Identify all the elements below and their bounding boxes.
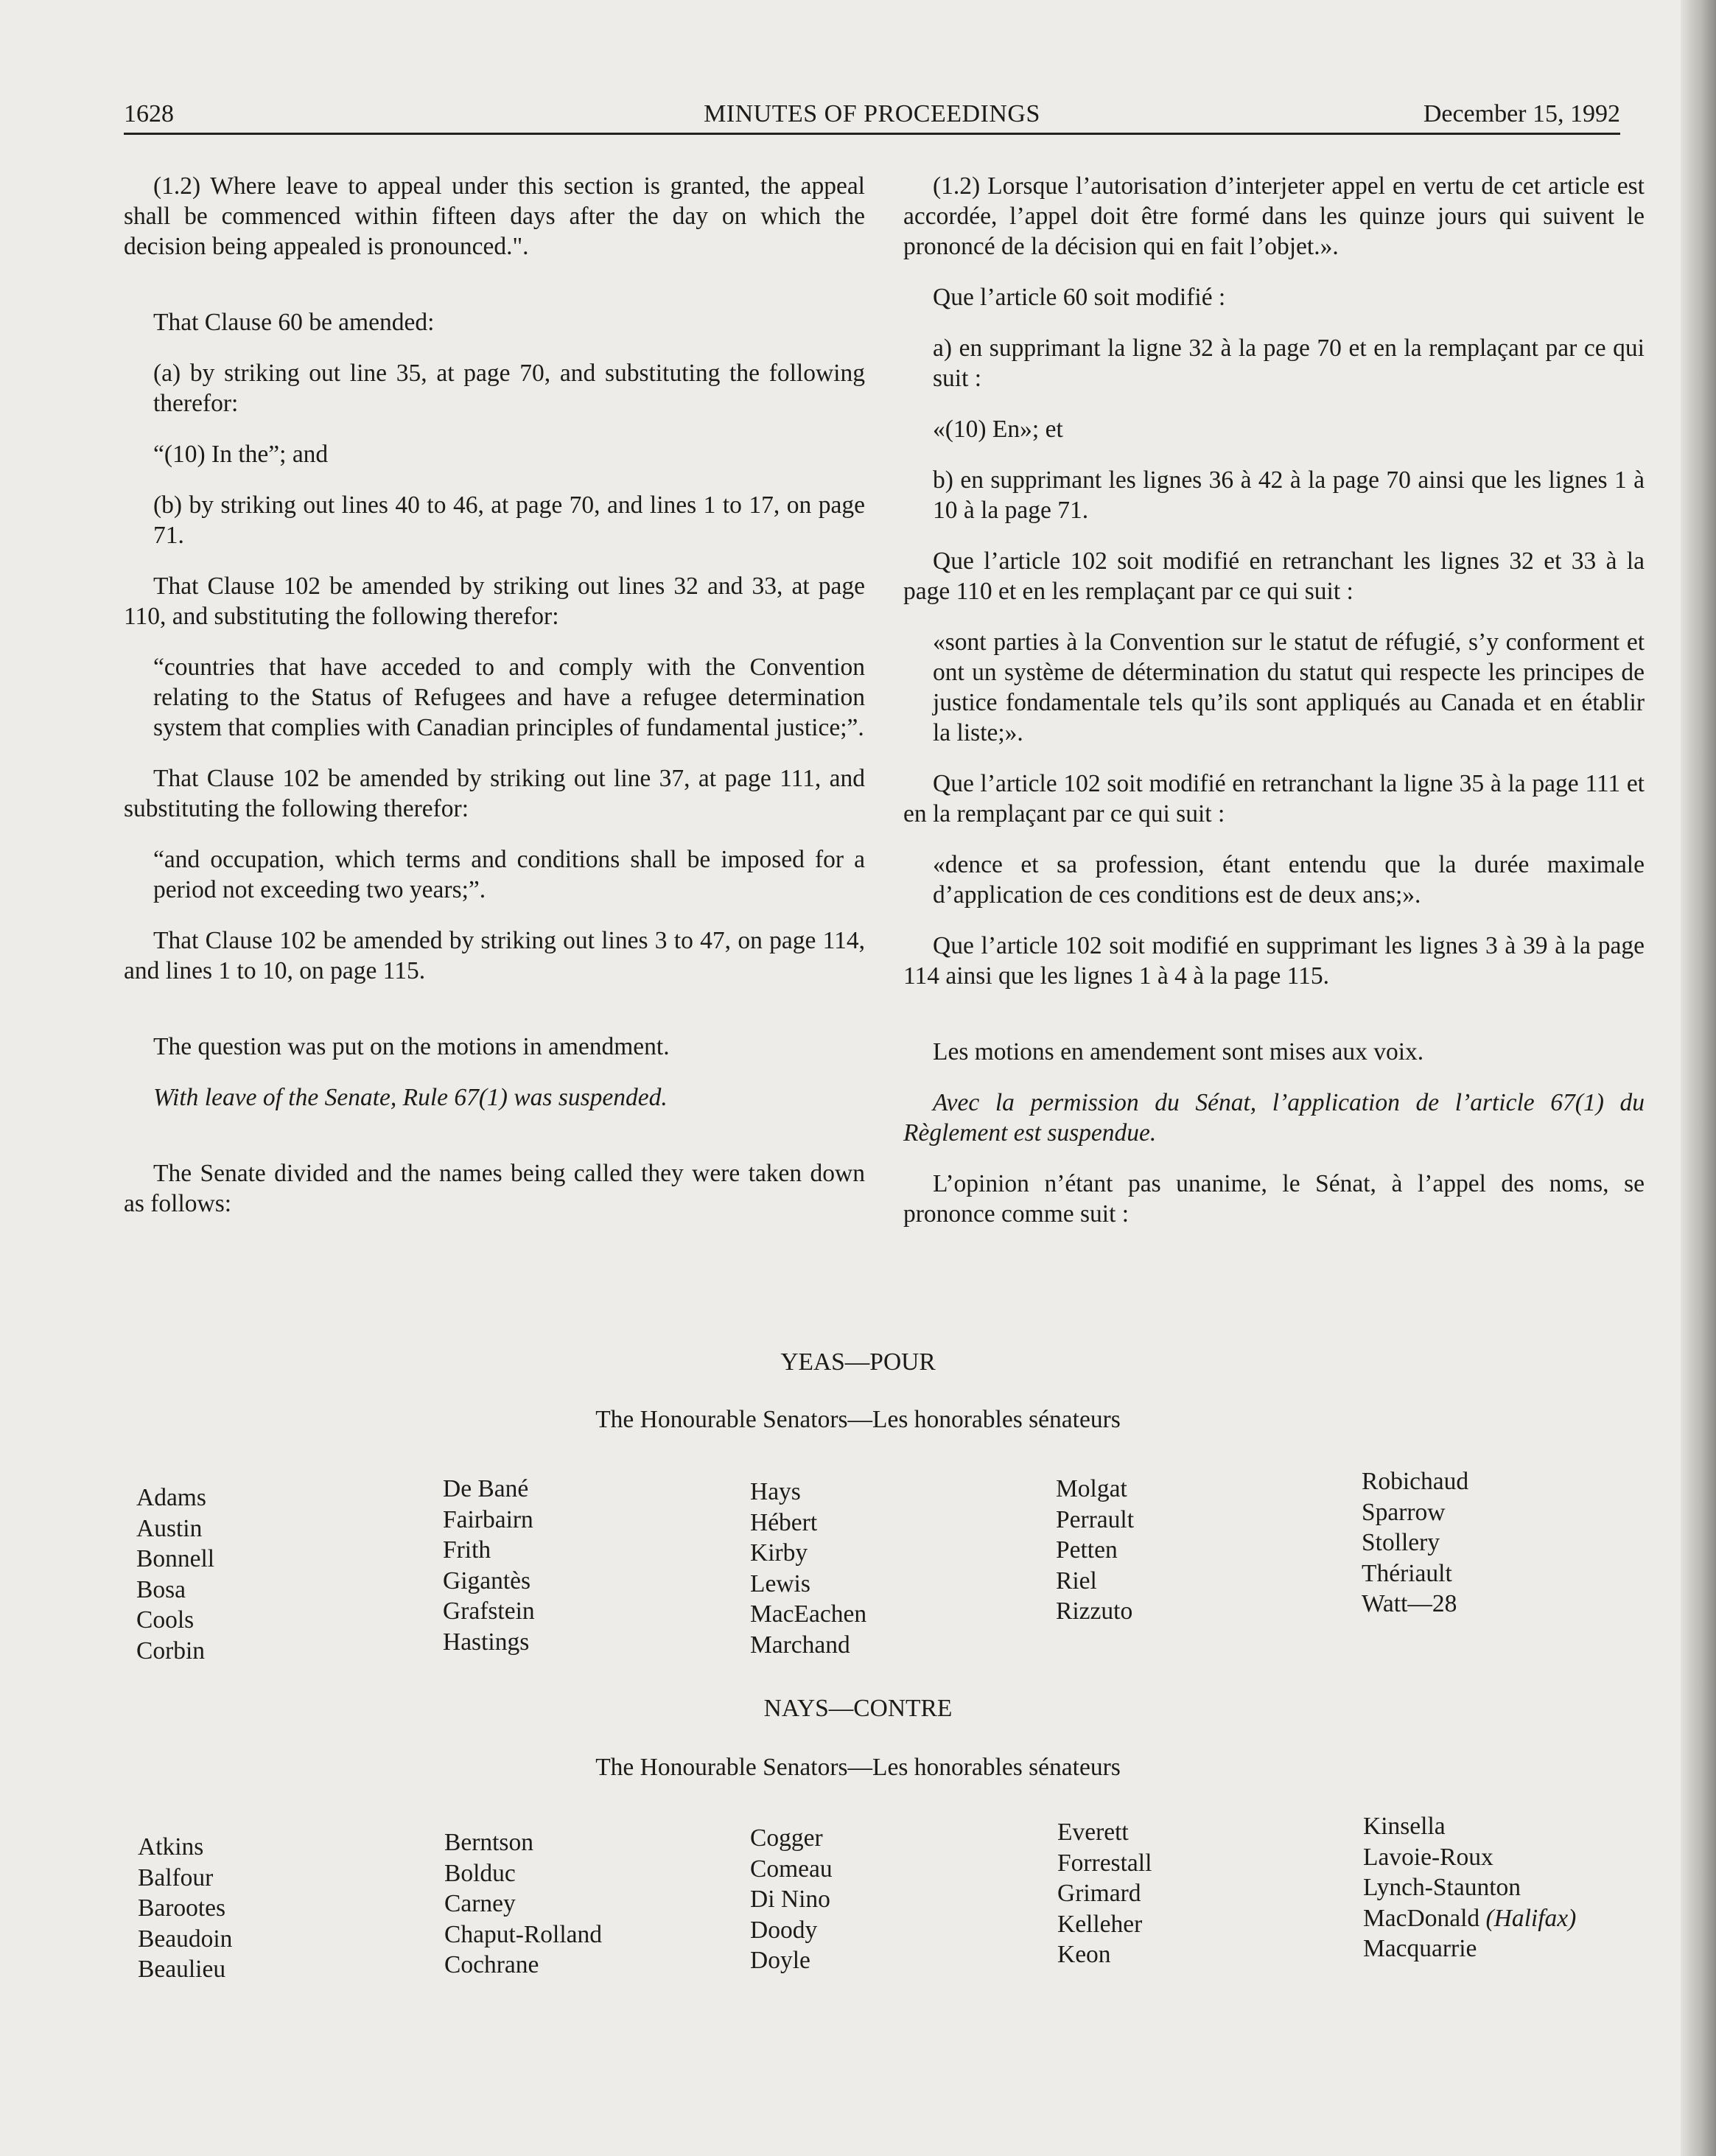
page-edge-shadow <box>1681 0 1716 2156</box>
senator-name: Cools <box>136 1606 195 1634</box>
senator-name: Comeau <box>750 1855 833 1883</box>
nays-subheading: The Honourable Senators—Les honorables sénateurs <box>595 1754 1121 1781</box>
paragraph: «sont parties à la Convention sur le statut de réfugié, s’y conforment et ont un système de détermination du statut qui respecte les principes de justice fondamentale tels qu’ils sont appliqués au Canada et en établir la liste;». <box>933 629 1645 746</box>
english-column <box>124 171 865 1239</box>
senator-name: Chaput-Rolland <box>444 1920 603 1948</box>
senator-name: Lynch-Staunton <box>1363 1874 1521 1901</box>
senator-name: Adams <box>136 1484 206 1511</box>
paragraph: “countries that have acceded to and comply with the Convention relating to the Status of Refugees and have a refugee determination system that complies with Canadian principles of fundamental justice;”. <box>153 654 865 741</box>
senator-name: Lavoie-Roux <box>1363 1843 1493 1871</box>
yeas-column <box>750 1477 866 1660</box>
senator-name: Macquarrie <box>1363 1935 1477 1962</box>
senator-name: Marchand <box>750 1631 850 1659</box>
yeas-subheading: The Honourable Senators—Les honorables sénateurs <box>595 1406 1121 1433</box>
senator-name: De Bané <box>443 1475 529 1502</box>
senator-name: Hays <box>750 1478 801 1505</box>
senator-name: Thériault <box>1362 1559 1452 1587</box>
paragraph-italic: With leave of the Senate, Rule 67(1) was suspended. <box>153 1084 668 1111</box>
paragraph: The question was put on the motions in amendment. <box>153 1033 670 1060</box>
senator-name: Kelleher <box>1057 1910 1143 1938</box>
yeas-column <box>136 1483 214 1666</box>
paragraph: (a) by striking out line 35, at page 70, and substituting the following therefor: <box>153 360 865 417</box>
paragraph: Les motions en amendement sont mises aux voix. <box>933 1038 1424 1065</box>
paragraph: a) en supprimant la ligne 32 à la page 70 et en la remplaçant par ce qui suit : <box>933 335 1645 392</box>
paragraph: “and occupation, which terms and conditions shall be imposed for a period not exceeding two years;”. <box>153 846 865 903</box>
paragraph: That Clause 102 be amended by striking out lines 3 to 47, on page 114, and lines 1 to 10, on page 115. <box>124 927 865 984</box>
paragraph-italic: Avec la permission du Sénat, l’application de l’article 67(1) du Règlement est suspendue. <box>903 1089 1645 1147</box>
senator-name: Fairbairn <box>443 1505 533 1533</box>
senator-name: Rizzuto <box>1056 1597 1133 1625</box>
senator-name: Perrault <box>1056 1505 1135 1533</box>
senator-name: Doyle <box>750 1947 810 1974</box>
senator-name: Riel <box>1056 1567 1097 1595</box>
senator-name: Balfour <box>138 1863 214 1891</box>
paragraph: That Clause 102 be amended by striking out lines 32 and 33, at page 110, and substituting the following therefor: <box>124 573 865 630</box>
senator-name: Gigantès <box>443 1567 531 1595</box>
paragraph: (b) by striking out lines 40 to 46, at page 70, and lines 1 to 17, on page 71. <box>153 491 865 549</box>
senator-name: Grafstein <box>443 1597 535 1625</box>
senator-name: Kinsella <box>1363 1813 1446 1840</box>
senator-name: Barootes <box>138 1894 226 1922</box>
nays-column <box>750 1823 833 1976</box>
paragraph: (1.2) Lorsque l’autorisation d’interjeter appel en vertu de cet article est accordée, l’appel doit être formé dans les quinze jours qui suivent le prononcé de la décision qui en fait l’objet.». <box>903 172 1645 260</box>
senator-name: Austin <box>136 1514 203 1542</box>
paragraph: «(10) En»; et <box>933 416 1063 443</box>
senator-name: Bosa <box>136 1575 186 1603</box>
page-title: MINUTES OF PROCEEDINGS <box>704 100 1040 127</box>
senator-name-with-qualifier <box>1363 1903 1576 1934</box>
yeas-column <box>443 1474 535 1657</box>
senator-name: Berntson <box>444 1829 533 1856</box>
senator-qualifier: (Halifax) <box>1485 1904 1577 1932</box>
paragraph: Que l’article 102 soit modifié en supprimant les lignes 3 à 39 à la page 114 ainsi que les lignes 1 à 4 à la page 115. <box>903 932 1645 990</box>
senator-name: Keon <box>1057 1941 1111 1968</box>
paragraph: “(10) In the”; and <box>153 441 329 468</box>
paragraph: b) en supprimant les lignes 36 à 42 à la page 70 ainsi que les lignes 1 à 10 à la page 71. <box>933 466 1645 524</box>
nays-column <box>1057 1817 1152 1970</box>
yeas-heading: YEAS—POUR <box>780 1348 936 1376</box>
senator-name: Atkins <box>138 1833 204 1861</box>
nays-heading: NAYS—CONTRE <box>763 1695 953 1722</box>
paragraph: The Senate divided and the names being called they were taken down as follows: <box>124 1160 865 1217</box>
paragraph: Que l’article 102 soit modifié en retranchant la ligne 35 à la page 111 et en la remplaçant par ce qui suit : <box>903 770 1645 827</box>
senator-name: Lewis <box>750 1569 810 1597</box>
senator-name: Petten <box>1056 1536 1118 1564</box>
page-date: December 15, 1992 <box>1423 100 1620 127</box>
senator-name: Carney <box>444 1890 516 1917</box>
senator-name: MacDonald <box>1363 1904 1480 1932</box>
yeas-column <box>1056 1474 1134 1627</box>
senator-name: Molgat <box>1056 1475 1127 1502</box>
nays-column <box>444 1827 602 1981</box>
senator-name: Sparrow <box>1362 1498 1446 1526</box>
senator-name: Everett <box>1057 1819 1129 1846</box>
senator-name: Robichaud <box>1362 1468 1469 1495</box>
senator-name: Corbin <box>136 1637 206 1665</box>
senator-name: Cogger <box>750 1824 823 1852</box>
yeas-column <box>1362 1466 1468 1620</box>
paragraph: That Clause 102 be amended by striking out line 37, at page 111, and substituting the following therefor: <box>124 765 865 822</box>
senator-name: Beaulieu <box>138 1956 226 1983</box>
senator-name: MacEachen <box>750 1600 867 1628</box>
paragraph: «dence et sa profession, étant entendu que la durée maximale d’application de ces conditions est de deux ans;». <box>933 851 1645 909</box>
nays-column <box>138 1832 232 1985</box>
senator-name: Stollery <box>1362 1529 1440 1556</box>
senator-name: Forrestall <box>1057 1849 1152 1877</box>
senator-name: Grimard <box>1057 1880 1141 1907</box>
paragraph: L’opinion n’étant pas unanime, le Sénat, à l’appel des noms, se prononce comme suit : <box>903 1170 1645 1228</box>
french-column <box>903 171 1645 1250</box>
senator-name: Kirby <box>750 1539 808 1567</box>
senator-name: Cochrane <box>444 1951 539 1978</box>
page-number: 1628 <box>124 100 174 127</box>
senator-name: Bonnell <box>136 1545 215 1572</box>
paragraph: (1.2) Where leave to appeal under this section is granted, the appeal shall be commenced within fifteen days after the day on which the decision being appealed is pronounced.". <box>124 172 865 260</box>
senator-name: Frith <box>443 1536 491 1564</box>
paragraph: Que l’article 102 soit modifié en retranchant les lignes 32 et 33 à la page 110 et en les remplaçant par ce qui suit : <box>903 547 1645 605</box>
paragraph: Que l’article 60 soit modifié : <box>933 284 1226 311</box>
senator-name: Di Nino <box>750 1886 830 1913</box>
senator-name: Watt—28 <box>1362 1590 1457 1617</box>
page-header <box>124 96 1620 135</box>
senator-name: Bolduc <box>444 1859 516 1887</box>
senator-name: Beaudoin <box>138 1925 233 1953</box>
senator-name: Doody <box>750 1916 818 1944</box>
senator-name: Hébert <box>750 1508 818 1536</box>
senator-name: Hastings <box>443 1628 530 1656</box>
nays-column <box>1363 1811 1576 1964</box>
paragraph: That Clause 60 be amended: <box>153 309 435 336</box>
